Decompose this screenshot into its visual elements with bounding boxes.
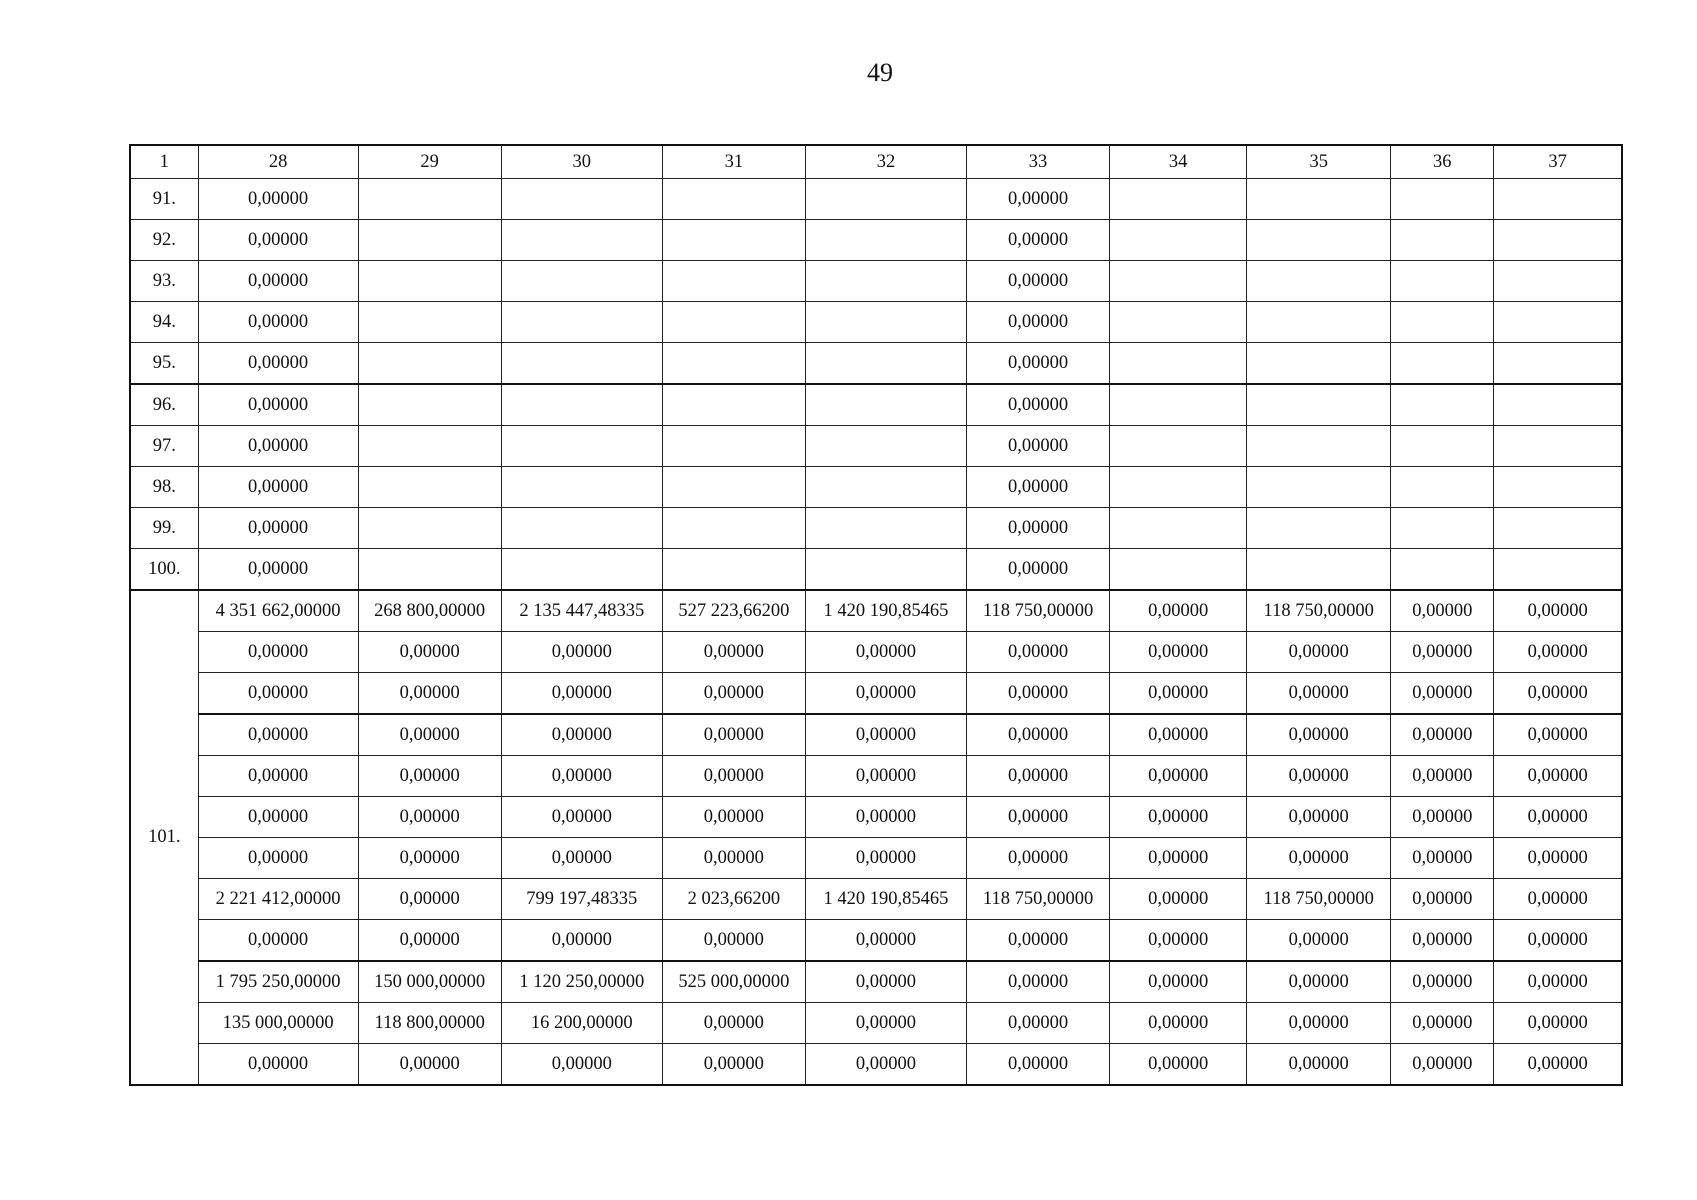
- table-row: [130, 220, 1622, 261]
- table-cell: 0,00000: [967, 426, 1110, 467]
- table-cell: 0,00000: [1110, 961, 1247, 1003]
- table-cell: 0,00000: [1494, 797, 1622, 838]
- table-cell: 0,00000: [501, 756, 662, 797]
- table-cell: [358, 426, 501, 467]
- column-header: 36: [1391, 145, 1494, 179]
- table-cell: 0,00000: [1391, 1044, 1494, 1086]
- table-cell: 0,00000: [1494, 961, 1622, 1003]
- table-cell: 0,00000: [805, 673, 966, 715]
- table-cell: [1391, 220, 1494, 261]
- table-cell: 135 000,00000: [198, 1003, 358, 1044]
- table-cell: 525 000,00000: [662, 961, 805, 1003]
- table-cell: 1 420 190,85465: [805, 879, 966, 920]
- table-cell: [358, 508, 501, 549]
- table-cell: [1110, 220, 1247, 261]
- table-cell: [501, 467, 662, 508]
- table-cell: [1110, 508, 1247, 549]
- column-header: 34: [1110, 145, 1247, 179]
- table-cell: 0,00000: [501, 673, 662, 715]
- column-header: 37: [1494, 145, 1622, 179]
- table-cell: [1247, 343, 1391, 385]
- table-cell: 0,00000: [1494, 1044, 1622, 1086]
- table-cell: 0,00000: [501, 714, 662, 756]
- table-cell: [1110, 343, 1247, 385]
- table-cell: [662, 384, 805, 426]
- table-cell: [662, 302, 805, 343]
- table-cell: 0,00000: [805, 920, 966, 962]
- table-cell: 0,00000: [501, 632, 662, 673]
- table-cell: [1247, 261, 1391, 302]
- table-cell: 0,00000: [198, 179, 358, 220]
- table-cell: [662, 467, 805, 508]
- table-cell: [358, 343, 501, 385]
- table-cell: [662, 261, 805, 302]
- table-cell: [1494, 549, 1622, 591]
- table-cell: 0,00000: [1247, 838, 1391, 879]
- table-cell: [1247, 426, 1391, 467]
- table-cell: [358, 261, 501, 302]
- table-cell: [1494, 508, 1622, 549]
- table-cell: [1391, 508, 1494, 549]
- table-cell: 0,00000: [198, 756, 358, 797]
- table-cell: 0,00000: [358, 797, 501, 838]
- table-cell: 4 351 662,00000: [198, 590, 358, 632]
- column-header: 33: [967, 145, 1110, 179]
- table-cell: [1247, 220, 1391, 261]
- table-cell: 0,00000: [198, 261, 358, 302]
- table-cell: [1110, 179, 1247, 220]
- table-cell: 0,00000: [662, 632, 805, 673]
- table-cell: [1391, 426, 1494, 467]
- table-cell: 0,00000: [805, 632, 966, 673]
- table-cell: 0,00000: [358, 920, 501, 962]
- table-cell: 0,00000: [198, 714, 358, 756]
- header-row: [130, 145, 1622, 179]
- table-cell: 0,00000: [1110, 673, 1247, 715]
- table-cell: [805, 467, 966, 508]
- table-cell: 0,00000: [1247, 632, 1391, 673]
- table-cell: 118 750,00000: [1247, 590, 1391, 632]
- table-cell: 150 000,00000: [358, 961, 501, 1003]
- table-cell: 0,00000: [1494, 590, 1622, 632]
- table-cell: 118 750,00000: [967, 879, 1110, 920]
- table-cell: 0,00000: [967, 467, 1110, 508]
- table-cell: 0,00000: [805, 797, 966, 838]
- table-cell: 0,00000: [198, 920, 358, 962]
- table-cell: [805, 549, 966, 591]
- table-cell: 1 120 250,00000: [501, 961, 662, 1003]
- column-header: 35: [1247, 145, 1391, 179]
- table-cell: [358, 302, 501, 343]
- table-cell: 0,00000: [198, 673, 358, 715]
- table-cell: 0,00000: [1110, 1003, 1247, 1044]
- table-cell: 0,00000: [198, 343, 358, 385]
- table-row: [130, 261, 1622, 302]
- table-cell: 0,00000: [198, 549, 358, 591]
- table-cell: [662, 549, 805, 591]
- table-cell: [1110, 549, 1247, 591]
- table-cell: 0,00000: [1110, 590, 1247, 632]
- table-cell: 0,00000: [662, 714, 805, 756]
- table-cell: 0,00000: [358, 632, 501, 673]
- table-row: [130, 632, 1622, 673]
- table-cell: [1494, 179, 1622, 220]
- table-cell: 0,00000: [1110, 838, 1247, 879]
- table-cell: 0,00000: [805, 714, 966, 756]
- table-cell: 0,00000: [805, 838, 966, 879]
- table-cell: 0,00000: [967, 632, 1110, 673]
- table-cell: 0,00000: [1247, 1044, 1391, 1086]
- table-cell: 268 800,00000: [358, 590, 501, 632]
- table-cell: 0,00000: [501, 920, 662, 962]
- table-cell: [662, 426, 805, 467]
- table-row: [130, 961, 1622, 1003]
- row-number: 94.: [130, 302, 198, 343]
- table-row: [130, 673, 1622, 715]
- table-cell: 0,00000: [662, 920, 805, 962]
- table-row: [130, 1044, 1622, 1086]
- table-cell: [805, 426, 966, 467]
- table-cell: 0,00000: [198, 838, 358, 879]
- table-cell: 0,00000: [198, 426, 358, 467]
- table-cell: 1 420 190,85465: [805, 590, 966, 632]
- row-number: 95.: [130, 343, 198, 385]
- table-cell: [805, 343, 966, 385]
- table-row: [130, 797, 1622, 838]
- table-cell: 0,00000: [198, 632, 358, 673]
- table-cell: 0,00000: [967, 838, 1110, 879]
- table-row: [130, 343, 1622, 385]
- table-cell: 0,00000: [1391, 714, 1494, 756]
- table-cell: 118 800,00000: [358, 1003, 501, 1044]
- table-cell: 799 197,48335: [501, 879, 662, 920]
- table-cell: 0,00000: [967, 261, 1110, 302]
- table-cell: 0,00000: [501, 838, 662, 879]
- table-cell: 0,00000: [967, 508, 1110, 549]
- table-row: [130, 426, 1622, 467]
- table-cell: 0,00000: [805, 756, 966, 797]
- table-cell: 0,00000: [358, 673, 501, 715]
- table-cell: 0,00000: [662, 673, 805, 715]
- table-row: [130, 879, 1622, 920]
- table-cell: 0,00000: [1391, 920, 1494, 962]
- table-cell: 0,00000: [1391, 673, 1494, 715]
- table-row: [130, 838, 1622, 879]
- table-cell: [501, 508, 662, 549]
- table-cell: 0,00000: [805, 1044, 966, 1086]
- table-cell: 0,00000: [1110, 879, 1247, 920]
- table-row: [130, 549, 1622, 591]
- table-cell: 0,00000: [967, 302, 1110, 343]
- column-header: 30: [501, 145, 662, 179]
- table-cell: [1110, 302, 1247, 343]
- table-cell: 0,00000: [967, 920, 1110, 962]
- table-row: [130, 467, 1622, 508]
- table-cell: 2 023,66200: [662, 879, 805, 920]
- table-cell: 0,00000: [198, 797, 358, 838]
- table-cell: 0,00000: [1247, 920, 1391, 962]
- column-header: 31: [662, 145, 805, 179]
- table-cell: 0,00000: [662, 797, 805, 838]
- table-cell: 0,00000: [1247, 1003, 1391, 1044]
- table-cell: [1110, 384, 1247, 426]
- table-cell: [358, 179, 501, 220]
- table-cell: 0,00000: [358, 714, 501, 756]
- table-cell: [1391, 549, 1494, 591]
- table-cell: 0,00000: [1247, 673, 1391, 715]
- table-cell: [501, 426, 662, 467]
- table-cell: [805, 508, 966, 549]
- table-cell: 0,00000: [662, 1003, 805, 1044]
- column-header: 28: [198, 145, 358, 179]
- table-cell: 0,00000: [1391, 590, 1494, 632]
- table-cell: [662, 508, 805, 549]
- table-cell: 0,00000: [967, 343, 1110, 385]
- column-header: 32: [805, 145, 966, 179]
- table-cell: 0,00000: [1391, 632, 1494, 673]
- table-cell: [1391, 467, 1494, 508]
- table-cell: [501, 302, 662, 343]
- table-cell: [1247, 549, 1391, 591]
- page-number: 49: [867, 58, 893, 87]
- table-cell: 0,00000: [967, 220, 1110, 261]
- table-cell: 0,00000: [967, 756, 1110, 797]
- table-cell: [1110, 261, 1247, 302]
- table-cell: 0,00000: [1110, 756, 1247, 797]
- table-cell: 0,00000: [198, 302, 358, 343]
- table-cell: [358, 467, 501, 508]
- table-cell: [805, 220, 966, 261]
- table-row: [130, 756, 1622, 797]
- table-cell: [1494, 426, 1622, 467]
- row-number: 98.: [130, 467, 198, 508]
- table-cell: [1494, 220, 1622, 261]
- table-cell: [501, 549, 662, 591]
- table-cell: [1494, 261, 1622, 302]
- row-number: 101.: [130, 590, 198, 1085]
- table-cell: [1494, 384, 1622, 426]
- table-cell: [1247, 508, 1391, 549]
- table-cell: 0,00000: [805, 961, 966, 1003]
- table-cell: 0,00000: [1494, 673, 1622, 715]
- table-cell: [358, 384, 501, 426]
- table-cell: [1247, 302, 1391, 343]
- table-cell: 0,00000: [1391, 1003, 1494, 1044]
- table-cell: 0,00000: [198, 467, 358, 508]
- column-header: 29: [358, 145, 501, 179]
- table-cell: [1494, 467, 1622, 508]
- table-cell: 0,00000: [967, 384, 1110, 426]
- table-cell: [805, 179, 966, 220]
- table-cell: 0,00000: [967, 961, 1110, 1003]
- table-cell: [501, 220, 662, 261]
- table-cell: 16 200,00000: [501, 1003, 662, 1044]
- table-row: [130, 590, 1622, 632]
- table-cell: 0,00000: [198, 384, 358, 426]
- table-cell: 0,00000: [967, 673, 1110, 715]
- table-cell: 0,00000: [1247, 797, 1391, 838]
- table-cell: 0,00000: [1110, 632, 1247, 673]
- table-cell: 0,00000: [805, 1003, 966, 1044]
- table-cell: [1494, 343, 1622, 385]
- table-cell: [358, 220, 501, 261]
- table-cell: 0,00000: [1391, 838, 1494, 879]
- table-cell: 527 223,66200: [662, 590, 805, 632]
- table-cell: [501, 384, 662, 426]
- table-cell: 0,00000: [358, 756, 501, 797]
- row-number: 97.: [130, 426, 198, 467]
- row-number: 96.: [130, 384, 198, 426]
- table-cell: [805, 261, 966, 302]
- table-row: [130, 384, 1622, 426]
- data-table: [129, 144, 1623, 1086]
- table-cell: 0,00000: [1247, 756, 1391, 797]
- table-cell: 0,00000: [1110, 714, 1247, 756]
- table-cell: 1 795 250,00000: [198, 961, 358, 1003]
- table-cell: [1391, 384, 1494, 426]
- table-cell: [1391, 179, 1494, 220]
- table-row: [130, 920, 1622, 962]
- table-cell: 0,00000: [1110, 797, 1247, 838]
- row-number: 100.: [130, 549, 198, 591]
- row-number: 99.: [130, 508, 198, 549]
- table-cell: 0,00000: [1391, 756, 1494, 797]
- table-cell: [662, 220, 805, 261]
- table-body: [130, 145, 1622, 1085]
- table-cell: 0,00000: [1494, 879, 1622, 920]
- row-number: 92.: [130, 220, 198, 261]
- table-cell: 0,00000: [501, 1044, 662, 1086]
- table-cell: 0,00000: [1494, 920, 1622, 962]
- table-row: [130, 1003, 1622, 1044]
- table-cell: 2 221 412,00000: [198, 879, 358, 920]
- table-cell: 0,00000: [358, 1044, 501, 1086]
- table-cell: 0,00000: [662, 756, 805, 797]
- table-cell: 118 750,00000: [967, 590, 1110, 632]
- table-row: [130, 179, 1622, 220]
- table-cell: [1110, 426, 1247, 467]
- table-cell: 0,00000: [1110, 920, 1247, 962]
- table-cell: [1494, 302, 1622, 343]
- table-cell: 0,00000: [1494, 632, 1622, 673]
- table-cell: 0,00000: [501, 797, 662, 838]
- table-row: [130, 714, 1622, 756]
- row-number: 91.: [130, 179, 198, 220]
- table-cell: 0,00000: [967, 179, 1110, 220]
- table-cell: 0,00000: [1494, 756, 1622, 797]
- table-cell: 0,00000: [358, 838, 501, 879]
- table-cell: 118 750,00000: [1247, 879, 1391, 920]
- table-cell: 0,00000: [1247, 961, 1391, 1003]
- table-cell: [1391, 261, 1494, 302]
- table-cell: 0,00000: [967, 797, 1110, 838]
- table-cell: 0,00000: [662, 838, 805, 879]
- row-number: 93.: [130, 261, 198, 302]
- table-cell: 0,00000: [967, 714, 1110, 756]
- table-cell: 0,00000: [198, 1044, 358, 1086]
- table-cell: [1110, 467, 1247, 508]
- table-cell: [662, 343, 805, 385]
- table-cell: 0,00000: [198, 508, 358, 549]
- table-cell: 0,00000: [1391, 961, 1494, 1003]
- table-cell: 0,00000: [1110, 1044, 1247, 1086]
- table-row: [130, 508, 1622, 549]
- table-cell: [805, 302, 966, 343]
- table-cell: [358, 549, 501, 591]
- table-cell: [1247, 467, 1391, 508]
- table-cell: [805, 384, 966, 426]
- column-header: 1: [130, 145, 198, 179]
- table-cell: [1391, 302, 1494, 343]
- table-cell: [501, 343, 662, 385]
- table-cell: [662, 179, 805, 220]
- table-cell: [1247, 384, 1391, 426]
- table-cell: 0,00000: [1494, 838, 1622, 879]
- table-cell: 0,00000: [1247, 714, 1391, 756]
- table-cell: 0,00000: [1391, 797, 1494, 838]
- table-cell: 0,00000: [967, 1044, 1110, 1086]
- table-row: [130, 302, 1622, 343]
- table-cell: 0,00000: [358, 879, 501, 920]
- table-cell: 0,00000: [198, 220, 358, 261]
- table-cell: 0,00000: [967, 549, 1110, 591]
- table-cell: 0,00000: [1494, 1003, 1622, 1044]
- table-cell: 0,00000: [967, 1003, 1110, 1044]
- table-cell: 0,00000: [1391, 879, 1494, 920]
- table-cell: 0,00000: [1494, 714, 1622, 756]
- table-cell: 2 135 447,48335: [501, 590, 662, 632]
- table-cell: 0,00000: [662, 1044, 805, 1086]
- table-cell: [501, 179, 662, 220]
- table-cell: [1391, 343, 1494, 385]
- table-cell: [501, 261, 662, 302]
- table-cell: [1247, 179, 1391, 220]
